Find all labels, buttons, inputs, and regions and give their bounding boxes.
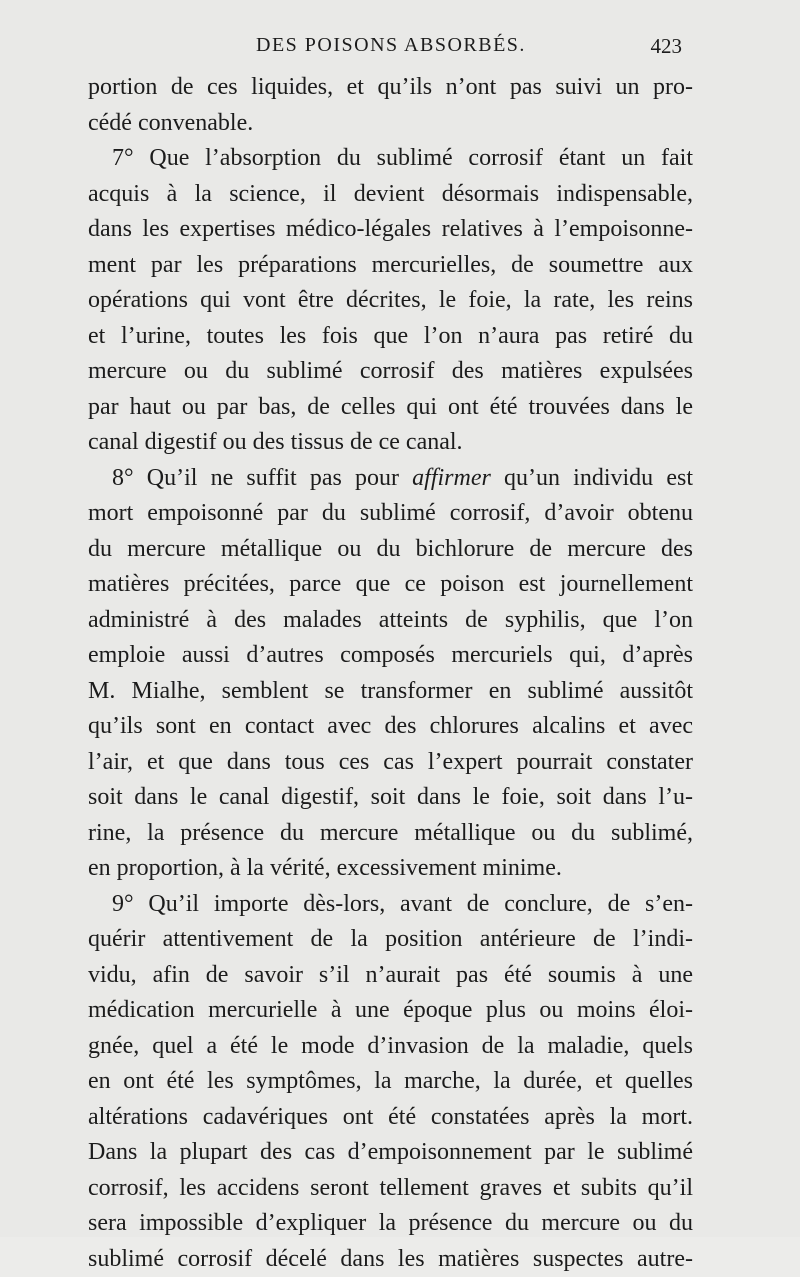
text-line: matières précitées, parce que ce poison est journellement — [88, 567, 693, 603]
text-line: corrosif, les accidens seront tellement graves et subits qu’il — [88, 1171, 693, 1207]
text-line: portion de ces liquides, et qu’ils n’ont pas suivi un pro- — [88, 70, 693, 106]
body-text — [88, 70, 693, 1277]
paragraph-9-first-line: 9° Qu’il importe dès-lors, avant de conclure, de s’en- — [88, 887, 693, 923]
text-line: qu’ils sont en contact avec des chlorures alcalins et avec — [88, 709, 693, 745]
page-number: 423 — [651, 34, 683, 59]
text-line: opérations qui vont être décrites, le foie, la rate, les reins — [88, 283, 693, 319]
text-line: soit dans le canal digestif, soit dans le foie, soit dans l’u- — [88, 780, 693, 816]
text-line: sublimé corrosif décelé dans les matières suspectes autre- — [88, 1242, 693, 1277]
text-line: en ont été les symptômes, la marche, la durée, et quelles — [88, 1064, 693, 1100]
text-line: et l’urine, toutes les fois que l’on n’aura pas retiré du — [88, 319, 693, 355]
text-line: gnée, quel a été le mode d’invasion de la maladie, quels — [88, 1029, 693, 1065]
text-line: du mercure métallique ou du bichlorure de mercure des — [88, 532, 693, 568]
text-line: acquis à la science, il devient désormais indispensable, — [88, 177, 693, 213]
text-line: par haut ou par bas, de celles qui ont été trouvées dans le — [88, 390, 693, 426]
running-title: DES POISONS ABSORBÉS. — [256, 34, 526, 57]
text-line: vidu, afin de savoir s’il n’aurait pas été soumis à une — [88, 958, 693, 994]
text-line: administré à des malades atteints de syphilis, que l’on — [88, 603, 693, 639]
emphasized-word: affirmer — [412, 465, 491, 491]
text-line: ment par les préparations mercurielles, de soumettre aux — [88, 248, 693, 284]
text-line: médication mercurielle à une époque plus ou moins éloi- — [88, 993, 693, 1029]
text-line: cédé convenable. — [88, 106, 693, 142]
text-line: mercure ou du sublimé corrosif des matières expulsées — [88, 354, 693, 390]
paragraph-8-first-line: 8° Qu’il ne suffit pas pour affirmer qu’un individu est — [88, 461, 693, 497]
text-line: sera impossible d’expliquer la présence du mercure ou du — [88, 1206, 693, 1242]
text-line: mort empoisonné par du sublimé corrosif, d’avoir obtenu — [88, 496, 693, 532]
text-line: altérations cadavériques ont été constatées après la mort. — [88, 1100, 693, 1136]
text-line: quérir attentivement de la position antérieure de l’indi- — [88, 922, 693, 958]
text-line: emploie aussi d’autres composés mercuriels qui, d’après — [88, 638, 693, 674]
text-line: M. Mialhe, semblent se transformer en sublimé aussitôt — [88, 674, 693, 710]
text-line: rine, la présence du mercure métallique ou du sublimé, — [88, 816, 693, 852]
page-header — [88, 34, 682, 64]
text-line: Dans la plupart des cas d’empoisonnement par le sublimé — [88, 1135, 693, 1171]
text-line: l’air, et que dans tous ces cas l’expert pourrait constater — [88, 745, 693, 781]
text-line: en proportion, à la vérité, excessivement minime. — [88, 851, 693, 887]
text-line: dans les expertises médico-légales relatives à l’empoisonne- — [88, 212, 693, 248]
text-line: canal digestif ou des tissus de ce canal. — [88, 425, 693, 461]
paragraph-7-first-line: 7° Que l’absorption du sublimé corrosif étant un fait — [88, 141, 693, 177]
